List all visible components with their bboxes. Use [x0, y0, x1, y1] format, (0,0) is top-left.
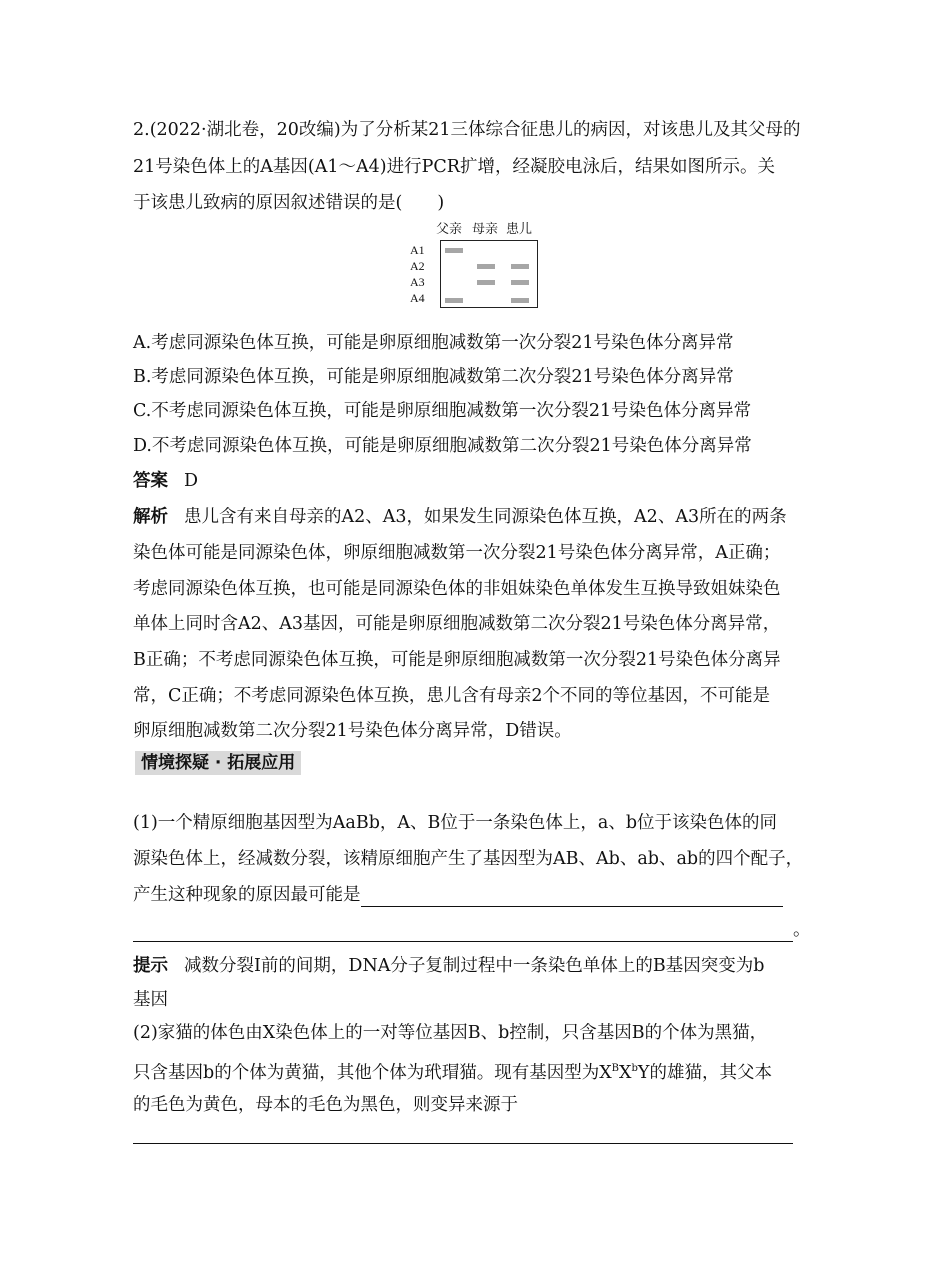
- gel-column-mother: 母亲: [472, 222, 499, 237]
- answer-line: [133, 469, 198, 493]
- q1-line-2: 源染色体上，经减数分裂，该精原细胞产生了基因型为AB、Ab、ab、ab的四个配子，: [133, 849, 804, 869]
- hint-label: 提示: [133, 956, 168, 976]
- q1-line-3-text: 产生这种现象的原因最可能是: [133, 885, 361, 905]
- q1-end-mark: 。: [793, 920, 811, 940]
- gel-row-a3: A3: [410, 275, 425, 289]
- q2-line-1: (2)家猫的体色由X染色体上的一对等位基因B、b控制，只含基因B的个体为黑猫，: [133, 1023, 768, 1043]
- q2-sup-2: b: [631, 1063, 638, 1074]
- band-mother-a2: [477, 264, 495, 269]
- q1-line-1: (1)一个精原细胞基因型为AaBb，A、B位于一条染色体上，a、b位于该染色体的同: [133, 813, 778, 833]
- gel-row-a1: A1: [410, 243, 425, 257]
- gel-figure: [410, 222, 542, 310]
- question-line-1: 2.(2022·湖北卷，20改编)为了分析某21三体综合征患儿的病因，对该患儿及其父母的: [133, 120, 801, 140]
- q1-answer-blank-2[interactable]: [133, 923, 793, 942]
- option-b: B.考虑同源染色体互换，可能是卵原细胞减数第二次分裂21号染色体分离异常: [133, 367, 734, 387]
- q2-line-3: 的毛色为黄色，母本的毛色为黑色，则变异来源于: [133, 1095, 518, 1115]
- q2-line-2-pre: 只含基因b的个体为黄猫，其他个体为玳瑁猫。现有基因型为X: [133, 1062, 612, 1083]
- band-child-a3: [511, 280, 529, 285]
- band-child-a2: [511, 264, 529, 269]
- q1-answer-blank-1[interactable]: [361, 888, 783, 907]
- hint-line-2: 基因: [133, 990, 168, 1010]
- band-mother-a3: [477, 280, 495, 285]
- analysis-line-1: [133, 505, 787, 529]
- gel-column-father: 父亲: [436, 222, 463, 237]
- band-child-a4: [511, 298, 529, 303]
- analysis-label: 解析: [133, 507, 168, 527]
- option-d: D.不考虑同源染色体互换，可能是卵原细胞减数第二次分裂21号染色体分离异常: [133, 436, 752, 456]
- question-line-2: 21号染色体上的A基因(A1～A4)进行PCR扩增，经凝胶电泳后，结果如图所示。关: [133, 157, 775, 177]
- q2-line-2-post: Y的雄猫，其父本: [637, 1062, 772, 1083]
- analysis-text-1: 患儿含有来自母亲的A2、A3，如果发生同源染色体互换，A2、A3所在的两条: [184, 507, 787, 527]
- option-a: A.考虑同源染色体互换，可能是卵原细胞减数第一次分裂21号染色体分离异常: [133, 333, 734, 353]
- analysis-line-3: 考虑同源染色体互换，也可能是同源染色体的非姐妹染色单体发生互换导致姐妹染色: [133, 579, 781, 599]
- band-father-a1: [445, 248, 463, 253]
- analysis-line-7: 卵原细胞减数第二次分裂21号染色体分离异常，D错误。: [133, 721, 572, 741]
- q1-line-4: [133, 918, 811, 942]
- gel-column-child: 患儿: [506, 222, 533, 237]
- hint-text-1: 减数分裂Ⅰ前的间期，DNA分子复制过程中一条染色单体上的B基因突变为b: [184, 956, 765, 976]
- analysis-line-5: B正确；不考虑同源染色体互换，可能是卵原细胞减数第一次分裂21号染色体分离异: [133, 650, 781, 670]
- hint-line-1: [133, 954, 764, 978]
- answer-label: 答案: [133, 471, 168, 491]
- section-title: 情境探疑 · 拓展应用: [135, 751, 301, 775]
- q2-line-2: [133, 1057, 772, 1085]
- gel-row-a4: A4: [410, 291, 425, 305]
- q1-line-3: [133, 883, 783, 907]
- q2-line-2-mid: X: [619, 1062, 632, 1083]
- answer-value: D: [184, 471, 199, 491]
- gel-frame: [440, 240, 538, 308]
- question-line-3: 于该患儿致病的原因叙述错误的是( ): [133, 193, 445, 213]
- analysis-line-6: 常，C正确；不考虑同源染色体互换，患儿含有母亲2个不同的等位基因，不可能是: [133, 686, 771, 706]
- q2-answer-blank[interactable]: [133, 1143, 793, 1144]
- analysis-line-4: 单体上同时含A2、A3基因，可能是卵原细胞减数第二次分裂21号染色体分离异常，: [133, 614, 781, 634]
- option-c: C.不考虑同源染色体互换，可能是卵原细胞减数第一次分裂21号染色体分离异常: [133, 401, 752, 421]
- analysis-line-2: 染色体可能是同源染色体，卵原细胞减数第一次分裂21号染色体分离异常，A正确；: [133, 543, 781, 563]
- q2-sup-1: B: [611, 1063, 620, 1074]
- gel-row-a2: A2: [410, 259, 425, 273]
- band-father-a4: [445, 298, 463, 303]
